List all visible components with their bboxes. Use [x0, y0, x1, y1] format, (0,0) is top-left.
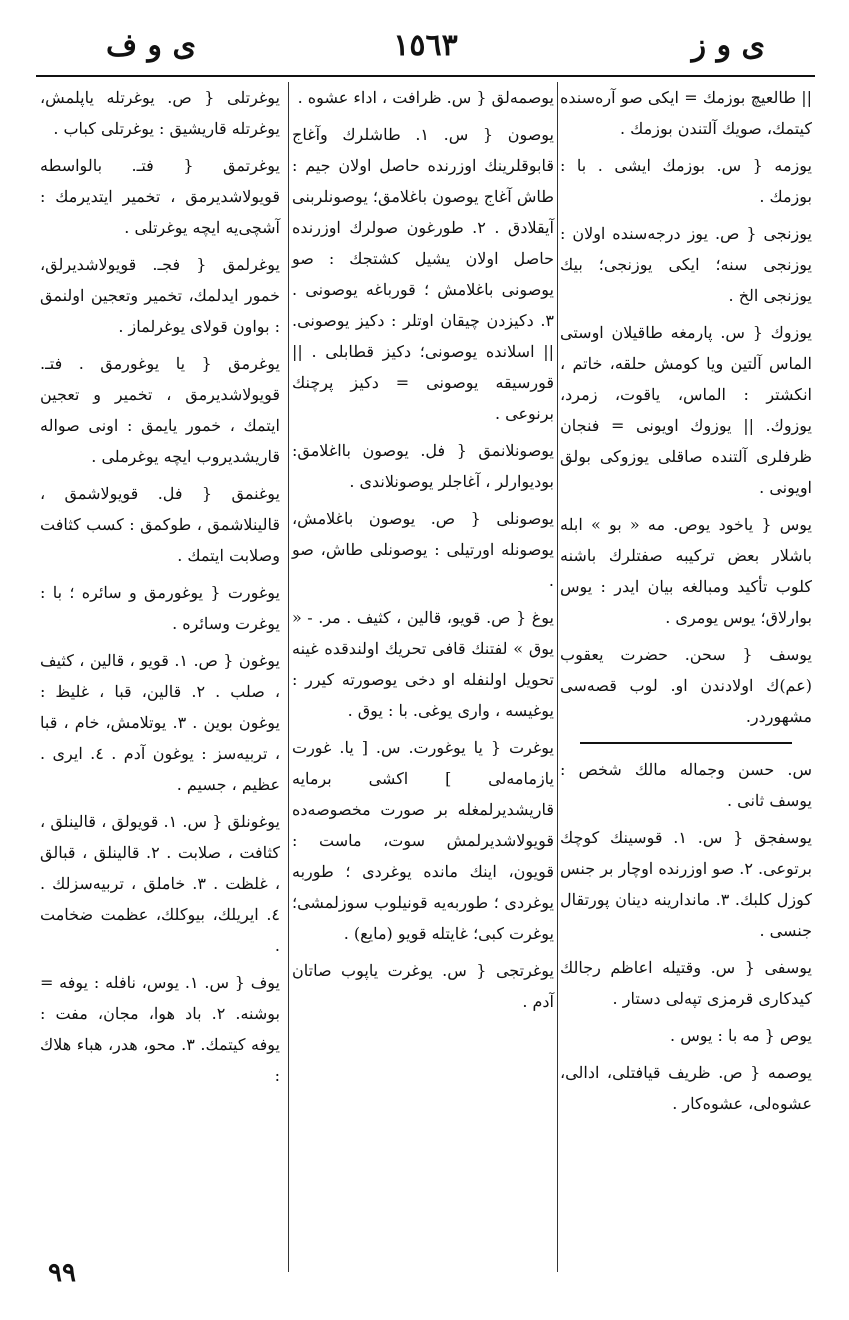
running-head	[36, 28, 815, 68]
dictionary-entry: یوسف { سحن. حضرت یعقوب (عم)ك اولادندن او. لوب قصه‌سی مشهوردر.	[560, 645, 812, 726]
dictionary-entry: یوزمه { س. بوزمك ایشی . با : بوزمك .	[560, 156, 812, 206]
dictionary-entry: یوصون { س. ١. طاشلرك وآغاج قابوقلرینك اوزرنده حاصل اولان جیم : طاش آغاج یوصون باغلامق؛ یوصونلربنی آیقلادق . ٢. طورغون صولرك اوزرنده حاصل اولان یشیل كشتجك : صو یوصونی باغلامش ؛ قورباغه یوصونی . ٣. دكیزدن چیقان اوتلر : دكیز یوصونی. || اسلانده یوصونی؛ دكیز قطابلی . || قورسیقه یوصونی = دكیز پرچنك برنوعی .	[292, 125, 555, 423]
dictionary-entry: یوزوك { س. پارمغه طاقیلان اوستی الماس آلتین ویا كومش حلقه، خاتم ، انكشتر : الماس، یاقوت، زمرد، یوزوك. || یوزوك اویونی = فنجان ظرفلری آلتنده صاقلی یوزوكی بولق اویونی .	[560, 323, 812, 497]
header-right-letters: ی و ز	[691, 28, 765, 63]
dictionary-entry: یوصمه‌لق { س. ظرافت ، اداء عشوه .	[297, 88, 554, 107]
entry-separator	[580, 742, 792, 744]
dictionary-entry: یوسفی { س. وقتیله اعاظم رجالك كیدكاری قرمزی تپه‌لی دستار .	[560, 958, 812, 1008]
column-left	[40, 82, 280, 1262]
dictionary-entry: یوص { مه با : یوس .	[670, 1026, 812, 1045]
header-page-number: ١٥٦٣	[393, 28, 458, 63]
dictionary-entry: یوغرلمق { فجـ. قویولاشدیرلق، خمور ایدلمك، تخمیر وتعجین اولنمق : بواون قولای یوغرلماز .	[40, 255, 280, 336]
dictionary-entry: یوغرتجی { س. یوغرت یاپوب صاتان آدم .	[292, 961, 554, 1011]
dictionary-entry: یوغنمق { فل. قویولاشمق ، قالینلاشمق ، طوكمق : كسب كثافت وصلابت ایتمك .	[40, 484, 280, 565]
dictionary-entry: یوف { س. ١. یوس، نافله : یوفه = بوشنه. ٢. باد هوا، مجان، مفت : یوفه كیتمك. ٣. محو، هدر، هباء هلاك :	[40, 973, 281, 1085]
dictionary-entry: یوصونلانمق { فل. یوصون بااغلامق: بودیوارلر ، آغاجلر یوصونلاندی .	[292, 441, 554, 491]
dictionary-entry: یوغورت { یوغورمق و سائره ؛ با : یوغرت وسائره .	[40, 583, 280, 633]
column-divider-right	[557, 82, 558, 1272]
header-left-letters: ی و ف	[106, 28, 196, 63]
dictionary-entry: یوغرمق { یا یوغورمق . فتـ. قویولاشدیرمق ، تخمیر و تعجین ایتمك ، خمور یایمق : اونی صواله قاریشدیروب ایچه یوغرملی .	[40, 354, 280, 466]
header-rule	[36, 75, 815, 77]
dictionary-entry: یوغون { ص. ١. قویو ، قالین ، كثیف ، صلب . ٢. قالین، قبا ، غلیظ : یوغون بوین . ٣. یوتلامش، خام ، قبا ، تربیه‌سز : یوغون آدم . ٤. ایری . عظیم ، جسیم .	[40, 651, 281, 794]
dictionary-entry: یوغرتمق { فتـ. بالواسطه قویولاشدیرمق ، تخمیر ایتدیرمك : آشچی‌یه ایچه یوغرتلی .	[40, 156, 280, 237]
dictionary-entry: یوزنجی { ص. یوز درجه‌سنده اولان : یوزنجی سنه؛ ایكی یوزنجی؛ بیك یوزنجی الخ .	[560, 224, 812, 305]
column-middle	[292, 82, 554, 1262]
column-divider-left	[288, 82, 289, 1272]
footer-signature-number: ٩٩	[48, 1258, 76, 1288]
dictionary-entry: یوغ { ص. قویو، قالین ، كثیف . مر. - « یوق » لفتنك قافی تحریك اولندقده غینه تحویل اولنفله او دخی یوصورته كیرر : یوغیسه ، واری یوغی. با : یوق .	[292, 608, 554, 720]
dictionary-entry: یوغرت { یا یوغورت. س. [ یا. غورت یازمامه‌لی ] اكشی برمایه قاریشدیرلمغله بر صورت مخصوصه‌ده قویولاشدیرلمش سوت، ماست : قویون، اینك مانده یوغردی ؛ طوربه یوغردی ؛ طوربه‌یه قونیلوب سوزلمشی؛ یوغرت كبی؛ غایتله قویو (مایع) .	[292, 738, 554, 943]
dictionary-entry: یوغونلق { س. ١. قویولق ، قالینلق ، كثافت ، صلابت . ٢. قالینلق ، قبالق ، غلظت . ٣. خاملق ، تربیه‌سزلك . ٤. ایریلك، بیوكلك، عظمت ضخامت .	[40, 812, 281, 955]
dictionary-entry: یوس { یاخود یوص. مه « بو » ابله باشلار بعض تركیبه صفتلرك باشنه كلوب تأكید ومبالغه بیان ایدر : یوس بوارلاق؛ یوس یومری .	[560, 515, 812, 627]
dictionary-entry: || طالعیچ بوزمك = ایكی صو آره‌سنده كیتمك، صویك آلتندن بوزمك .	[560, 88, 812, 138]
dictionary-entry: یوسفجق { س. ١. قوسینك كوچك برتوعی. ٢. صو اوزرنده اوچار بر جنس كوزل كلبك. ٣. ماندارینه دینان پورتقال جنسی .	[560, 828, 812, 940]
dictionary-entry: یوغرتلی { ص. یوغرتله یاپلمش، یوغرتله قاریشیق : یوغرتلی كباب .	[40, 88, 280, 138]
column-right	[560, 82, 812, 1262]
dictionary-entry: یوصونلی { ص. یوصون باغلامش، یوصونله اورتیلی : یوصونلی طاش، صو .	[292, 509, 554, 590]
dictionary-entry: یوصمه { ص. ظریف قیافتلی، ادالی، عشوه‌لی، عشوه‌كار .	[560, 1063, 812, 1113]
dictionary-entry: س. حسن وجماله مالك شخص : یوسف ثانی .	[560, 760, 812, 810]
